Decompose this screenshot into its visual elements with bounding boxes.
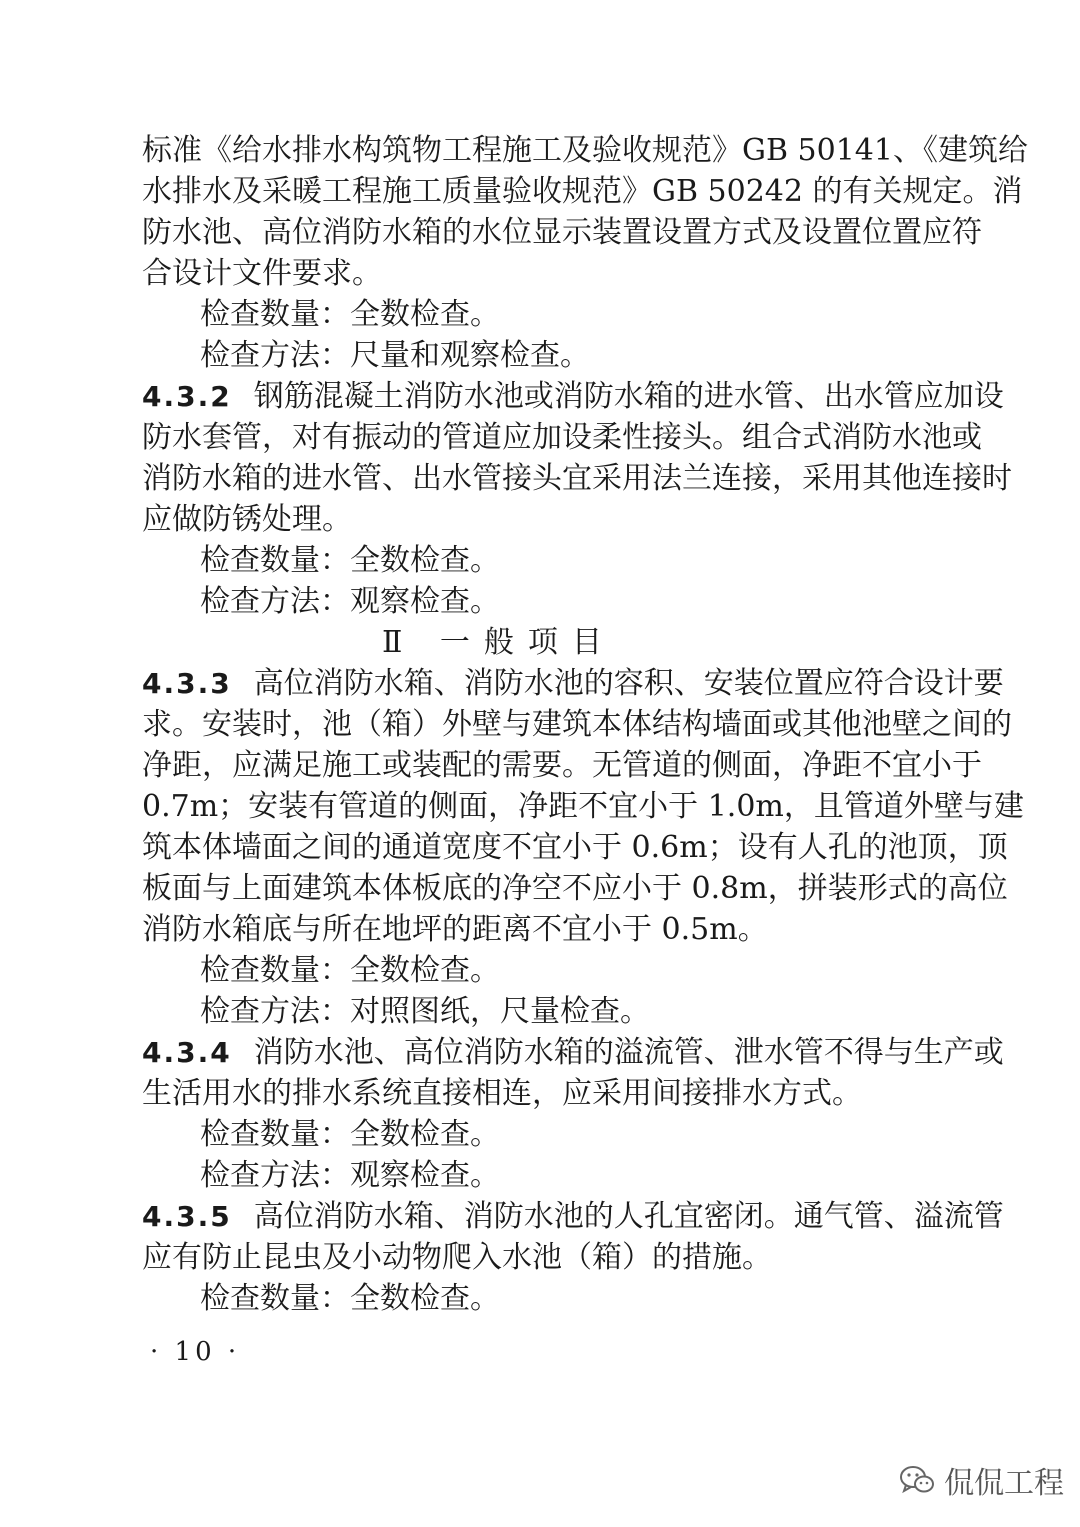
- inspection-quantity: 检查数量：全数检查。: [200, 953, 500, 988]
- text-line: 合设计文件要求。: [142, 256, 382, 291]
- text-line: 标准《给水排水构筑物工程施工及验收规范》GB 50141、《建筑给: [142, 133, 1028, 168]
- text-line: 求。安装时，池（箱）外壁与建筑本体结构墙面或其他池壁之间的: [142, 707, 1012, 742]
- inspection-method: 检查方法：尺量和观察检查。: [200, 338, 590, 373]
- text-line: 生活用水的排水系统直接相连，应采用间接排水方式。: [142, 1076, 862, 1111]
- wechat-icon: [900, 1465, 934, 1495]
- text-line: 应有防止昆虫及小动物爬入水池（箱）的措施。: [142, 1240, 772, 1275]
- watermark: [900, 1458, 1064, 1502]
- clause-text: 高位消防水箱、消防水池的人孔宜密闭。通气管、溢流管: [253, 1199, 1004, 1234]
- text-line: 净距，应满足施工或装配的需要。无管道的侧面，净距不宜小于: [142, 748, 982, 783]
- text-line: 板面与上面建筑本体板底的净空不应小于 0.8m，拼装形式的高位: [142, 871, 1008, 906]
- clause-text: 高位消防水箱、消防水池的容积、安装位置应符合设计要: [253, 666, 1004, 701]
- inspection-method: 检查方法：观察检查。: [200, 584, 500, 619]
- clause-4-3-5-line: [142, 1196, 1004, 1237]
- clause-number: 4.3.5: [142, 1200, 232, 1233]
- clause-number: 4.3.3: [142, 667, 232, 700]
- inspection-method: 检查方法：观察检查。: [200, 1158, 500, 1193]
- watermark-text: 侃侃工程: [944, 1466, 1064, 1501]
- inspection-quantity: 检查数量：全数检查。: [200, 297, 500, 332]
- text-line: 消防水箱的进水管、出水管接头宜采用法兰连接，采用其他连接时: [142, 461, 1012, 496]
- inspection-quantity: 检查数量：全数检查。: [200, 1117, 500, 1152]
- text-line: 水排水及采暖工程施工质量验收规范》GB 50242 的有关规定。消: [142, 174, 1023, 209]
- text-line: 消防水箱底与所在地坪的距离不宜小于 0.5m。: [142, 912, 768, 947]
- document-body: [142, 130, 1028, 1319]
- clause-text: 钢筋混凝土消防水池或消防水箱的进水管、出水管应加设: [253, 379, 1004, 414]
- text-line: 防水池、高位消防水箱的水位显示装置设置方式及设置位置应符: [142, 215, 982, 250]
- clause-number: 4.3.2: [142, 380, 232, 413]
- inspection-method: 检查方法：对照图纸，尺量检查。: [200, 994, 650, 1029]
- inspection-quantity: 检查数量：全数检查。: [200, 543, 500, 578]
- clause-4-3-2-line: [142, 376, 1004, 417]
- page-number: · 10 ·: [150, 1337, 241, 1367]
- inspection-quantity: 检查数量：全数检查。: [200, 1281, 500, 1316]
- text-line: 应做防锈处理。: [142, 502, 352, 537]
- clause-4-3-4-line: [142, 1032, 1004, 1073]
- clause-4-3-3-line: [142, 663, 1004, 704]
- text-line: 0.7m；安装有管道的侧面，净距不宜小于 1.0m，且管道外壁与建: [142, 789, 1024, 824]
- text-line: 筑本体墙面之间的通道宽度不宜小于 0.6m；设有人孔的池顶，顶: [142, 830, 1008, 865]
- clause-number: 4.3.4: [142, 1036, 232, 1069]
- clause-text: 消防水池、高位消防水箱的溢流管、泄水管不得与生产或: [253, 1035, 1004, 1070]
- text-line: 防水套管，对有振动的管道应加设柔性接头。组合式消防水池或: [142, 420, 982, 455]
- section-heading: Ⅱ 一般项目: [382, 625, 616, 660]
